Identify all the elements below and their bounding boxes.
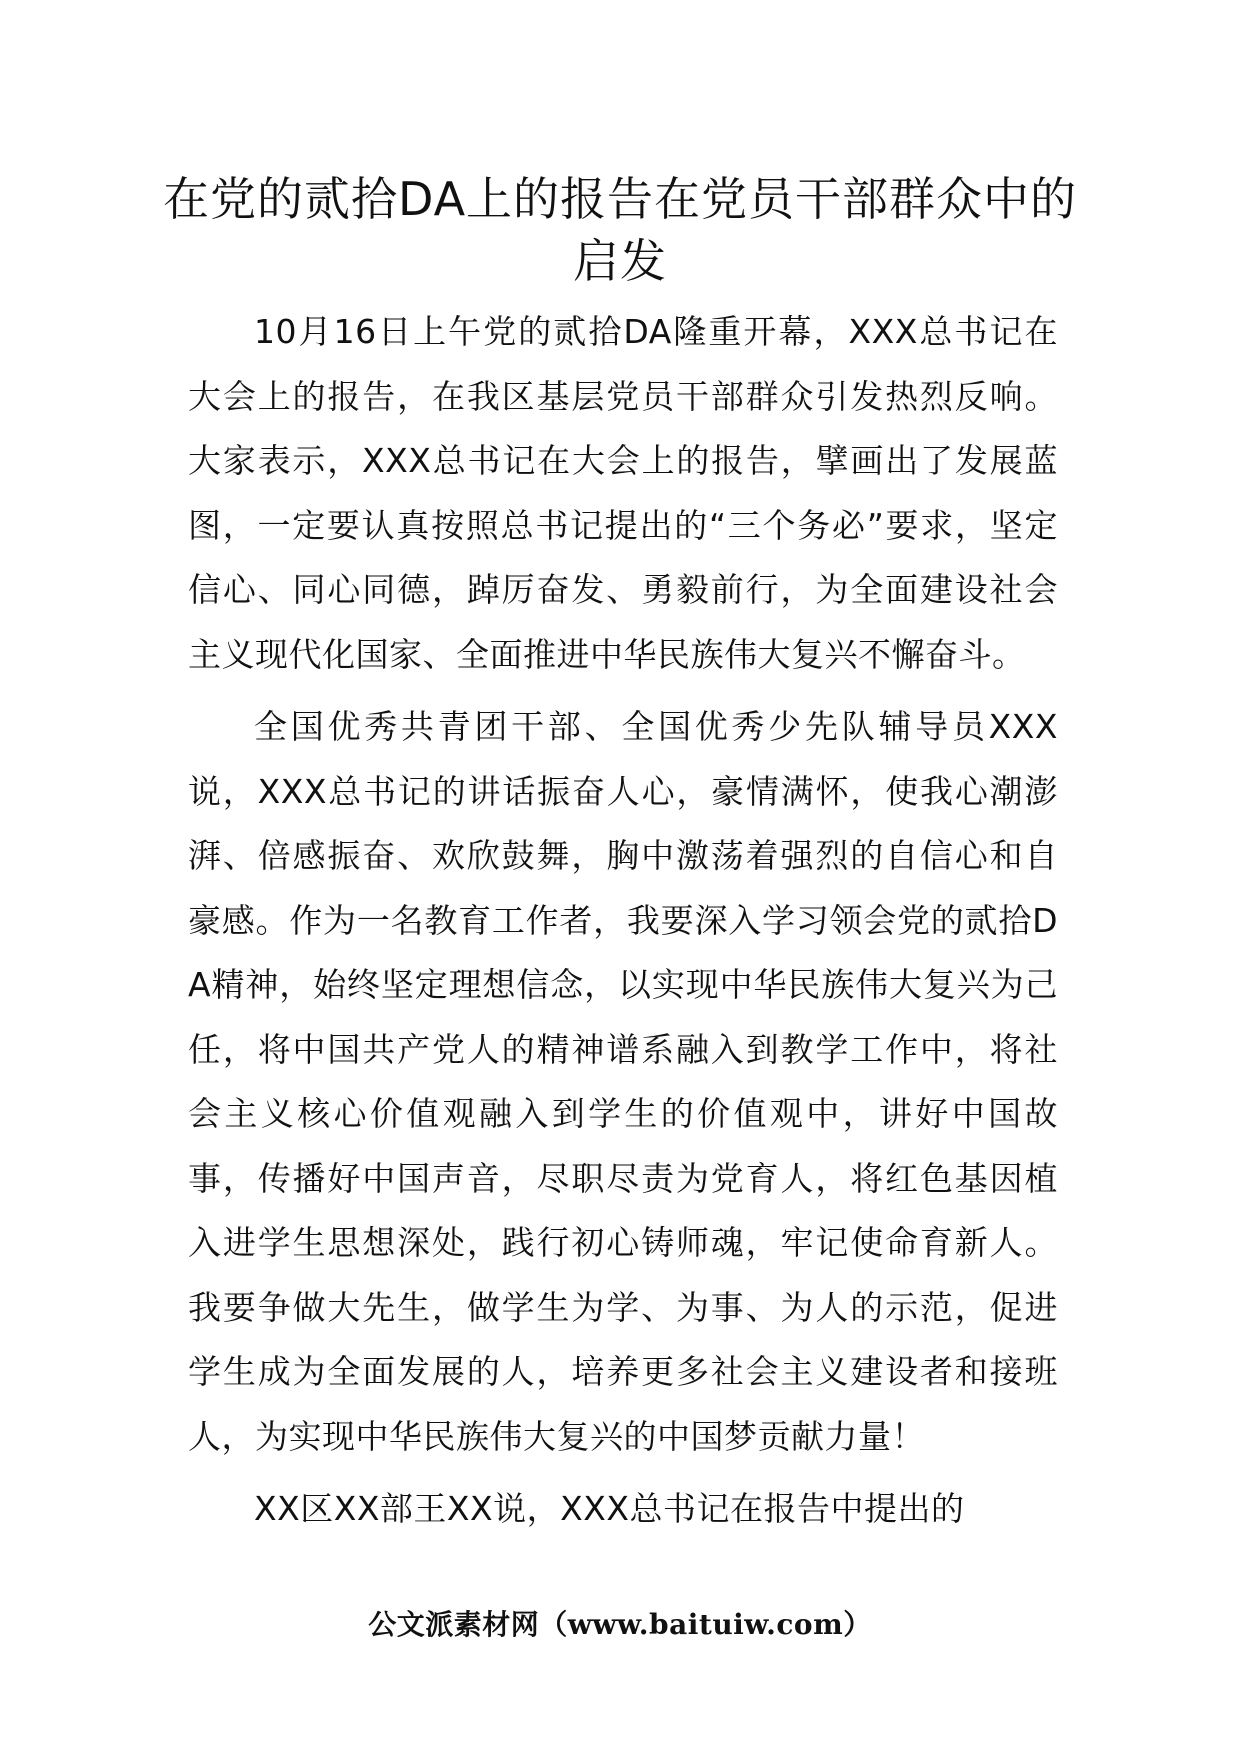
document-title: 在党的贰拾DA上的报告在党员干部群众中的启发 [162,172,1078,288]
paragraph-1: 10月16日上午党的贰拾DA隆重开幕，XXX总书记在大会上的报告，在我区基层党员干部群众引发热烈反响。大家表示，XXX总书记在大会上的报告，擘画出了发展蓝图，一定要认真按照总书记提出的“三个务必”要求，坚定信心、同心同德，踔厉奋发、勇毅前行，为全面建设社会主义现代化国家、全面推进中华民族伟大复兴不懈奋斗。 [188,312,1058,674]
footer-watermark: 公文派素材网（www.baituiw.com） [368,1608,872,1641]
paragraph-3: XX区XX部王XX说，XXX总书记在报告中提出的 [254,1489,965,1528]
document-body [188,300,1058,1550]
paragraph-2: 全国优秀共青团干部、全国优秀少先队辅导员XXX说，XXX总书记的讲话振奋人心，豪情满怀，使我心潮澎湃、倍感振奋、欢欣鼓舞，胸中激荡着强烈的自信心和自豪感。作为一名教育工作者，我要深入学习领会党的贰拾DA精神，始终坚定理想信念，以实现中华民族伟大复兴为己任，将中国共产党人的精神谱系融入到教学工作中，将社会主义核心价值观融入到学生的价值观中，讲好中国故事，传播好中国声音，尽职尽责为党育人，将红色基因植入进学生思想深处，践行初心铸师魂，牢记使命育新人。我要争做大先生，做学生为学、为事、为人的示范，促进学生成为全面发展的人，培养更多社会主义建设者和接班人，为实现中华民族伟大复兴的中国梦贡献力量！ [188,707,1058,1456]
